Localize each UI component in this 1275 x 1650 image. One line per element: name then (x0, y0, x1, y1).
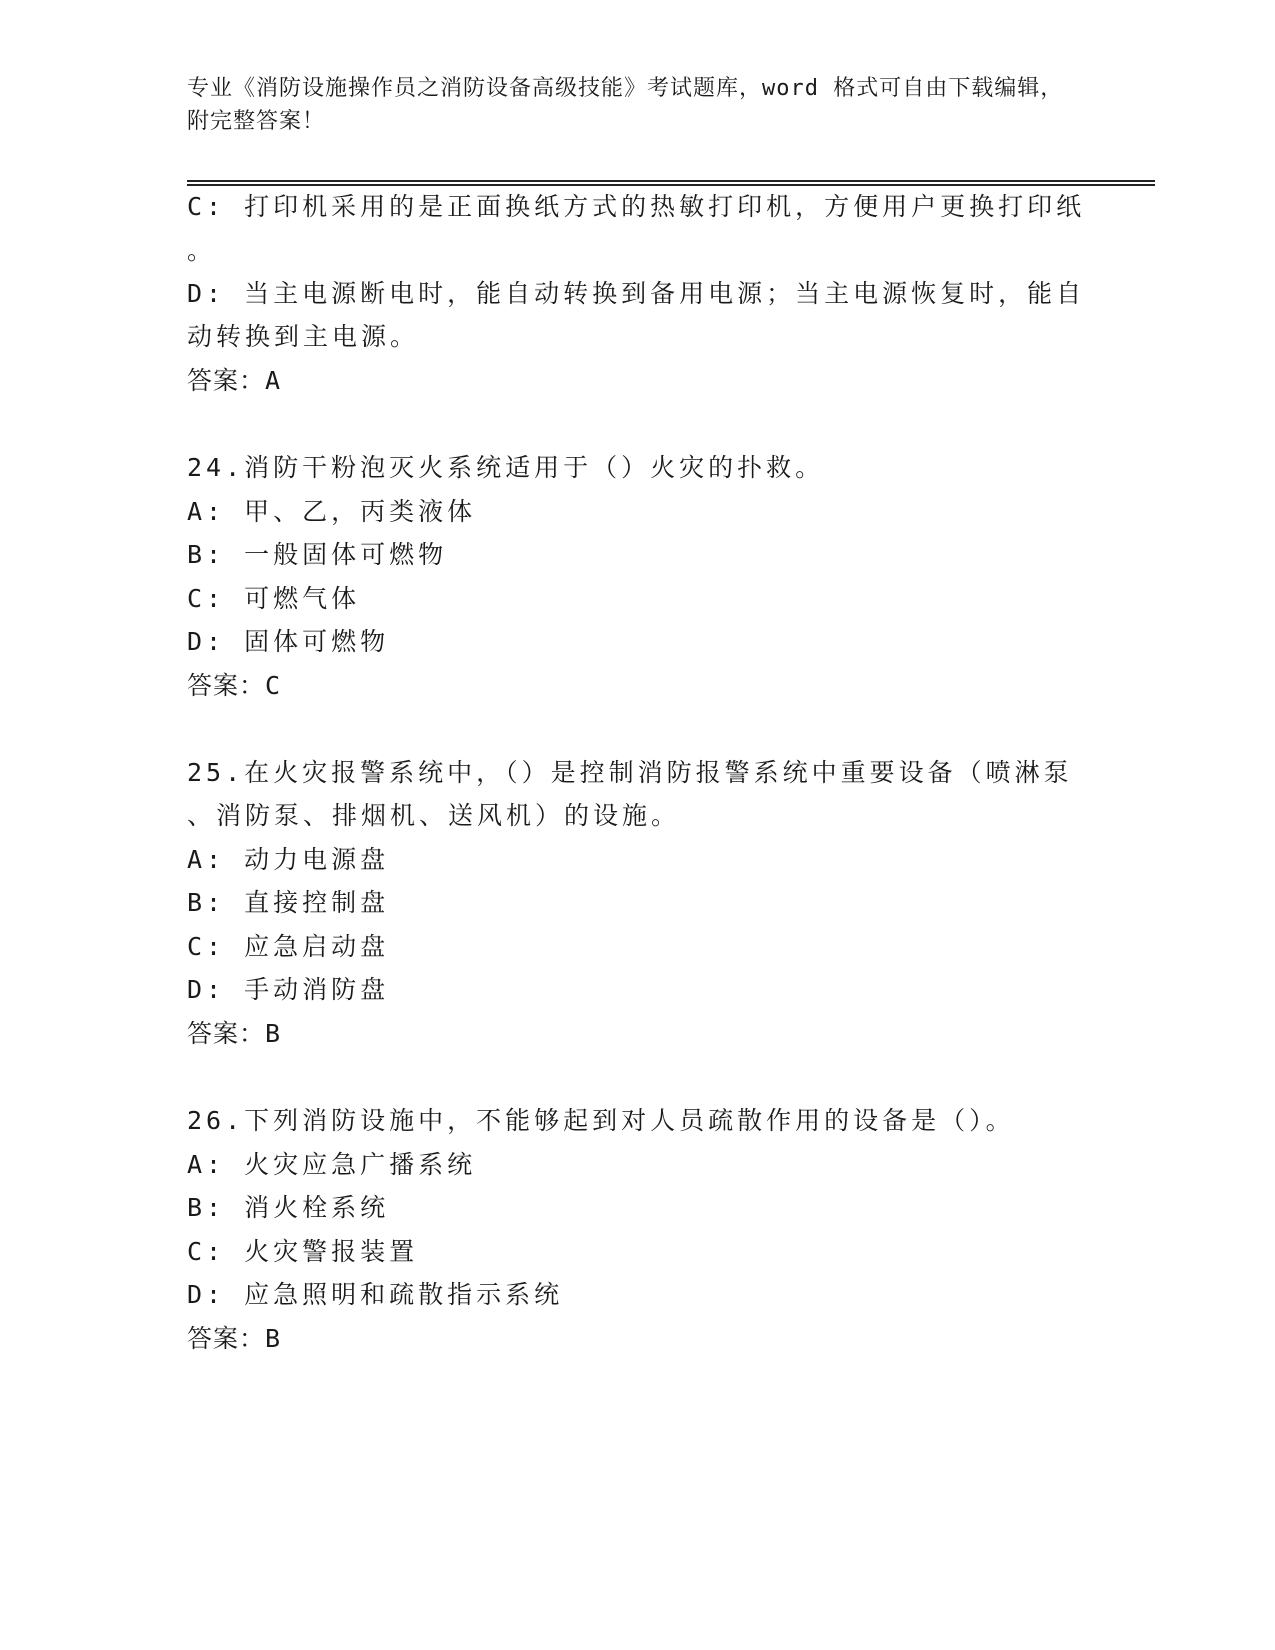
q25-stem-line2: 、消防泵、排烟机、送风机）的设施。 (187, 801, 681, 830)
q23-option-d-line2: 动转换到主电源。 (187, 322, 420, 351)
document-header: 专业《消防设施操作员之消防设备高级技能》考试题库，word 格式可自由下载编辑，附完整答案！ (187, 76, 1064, 134)
header-divider-bottom (187, 184, 1155, 186)
q23-option-c-line2: 。 (187, 236, 217, 265)
q26-stem: 26.下列消防设施中，不能够起到对人员疏散作用的设备是（）。 (187, 1106, 1015, 1135)
q24-option-a: A: 甲、乙，丙类液体 (187, 497, 477, 526)
q24-answer: 答案：C (187, 671, 282, 700)
q25-answer: 答案：B (187, 1019, 282, 1048)
q25-stem-line1: 25.在火灾报警系统中，（）是控制消防报警系统中重要设备（喷淋泵 (187, 758, 1073, 787)
q23-answer: 答案：A (187, 366, 282, 395)
q25-option-b: B: 直接控制盘 (187, 888, 390, 917)
q24-option-c: C: 可燃气体 (187, 584, 361, 613)
q24-option-d: D: 固体可燃物 (187, 627, 390, 656)
q25-option-a: A: 动力电源盘 (187, 845, 390, 874)
q26-option-c: C: 火灾警报装置 (187, 1237, 419, 1266)
q25-option-d: D: 手动消防盘 (187, 975, 390, 1004)
q26-option-b: B: 消火栓系统 (187, 1193, 390, 1222)
q26-option-a: A: 火灾应急广播系统 (187, 1150, 477, 1179)
q26-option-d: D: 应急照明和疏散指示系统 (187, 1280, 564, 1309)
header-divider-top (187, 180, 1155, 182)
q26-answer: 答案：B (187, 1324, 282, 1353)
q23-option-c-line1: C: 打印机采用的是正面换纸方式的热敏打印机，方便用户更换打印纸 (187, 192, 1086, 221)
q25-option-c: C: 应急启动盘 (187, 932, 390, 961)
q23-option-d-line1: D: 当主电源断电时，能自动转换到备用电源；当主电源恢复时，能自 (187, 279, 1086, 308)
q24-stem: 24.消防干粉泡灭火系统适用于（）火灾的扑救。 (187, 453, 825, 482)
q24-option-b: B: 一般固体可燃物 (187, 540, 448, 569)
